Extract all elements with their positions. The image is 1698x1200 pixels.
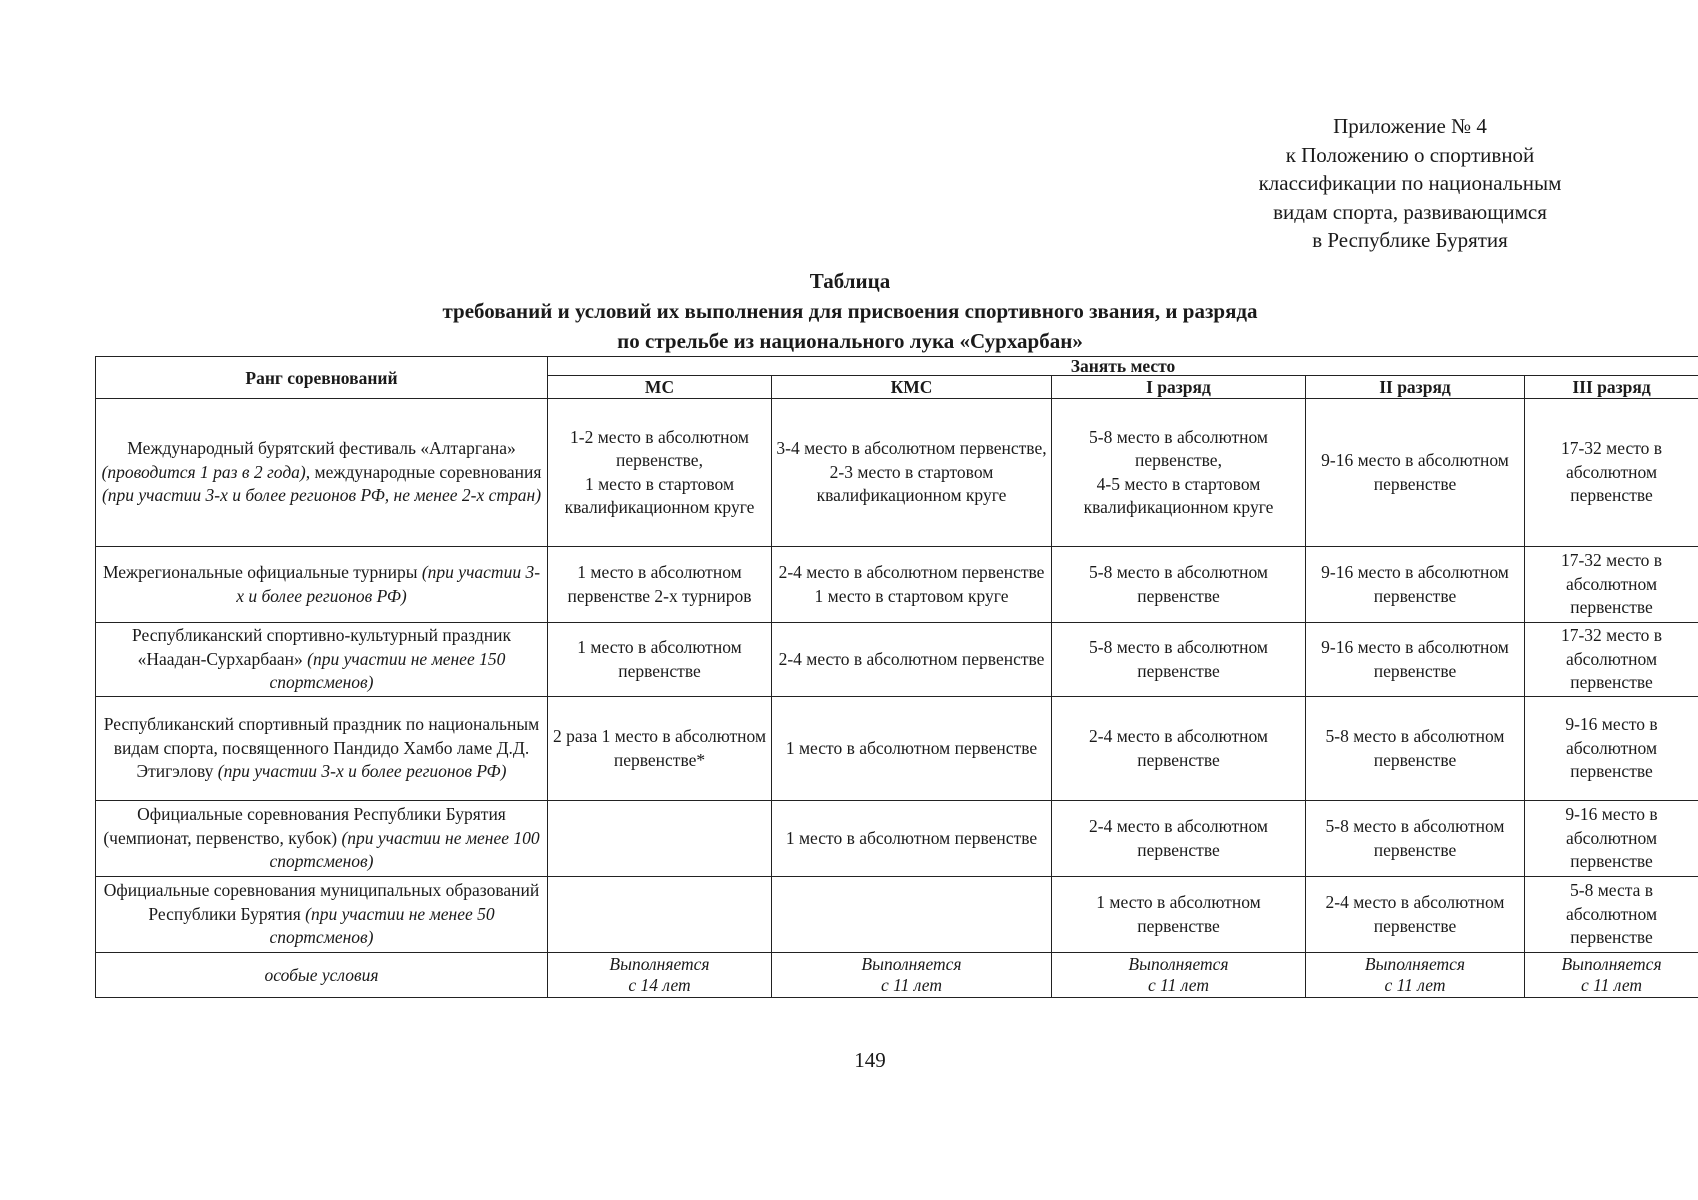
rank-note: (при участии 3-х и более регионов РФ) bbox=[217, 761, 507, 782]
table-body bbox=[96, 399, 1698, 998]
requirement-cell: 1 место в абсолютном первенстве bbox=[772, 801, 1052, 877]
requirement-cell: 9-16 место в абсолютном первенстве bbox=[1525, 801, 1698, 877]
requirement-cell bbox=[772, 877, 1052, 953]
table-row bbox=[96, 623, 1698, 697]
requirement-cell: 5-8 место в абсолютном первенстве bbox=[1306, 801, 1525, 877]
page-number: 149 bbox=[854, 1048, 886, 1072]
rank-header: Ранг соревнований bbox=[96, 357, 548, 399]
requirement-cell: 17-32 место в абсолютном первенстве bbox=[1525, 623, 1698, 697]
requirement-cell: 17-32 место в абсолютном первенстве bbox=[1525, 547, 1698, 623]
appendix-line: в Республике Бурятия bbox=[1312, 228, 1508, 252]
column-header-rank-1: I разряд bbox=[1052, 376, 1306, 399]
requirement-cell: 3-4 место в абсолютном первенстве, 2-3 место в стартовом квалификационном круге bbox=[772, 399, 1052, 547]
requirement-cell: 2-4 место в абсолютном первенстве 1 место в стартовом круге bbox=[772, 547, 1052, 623]
document-title bbox=[300, 266, 1400, 356]
table-row bbox=[96, 697, 1698, 801]
requirement-cell: 1 место в абсолютном первенстве bbox=[772, 697, 1052, 801]
rank-note: (проводится 1 раз в 2 года), bbox=[101, 461, 311, 482]
requirement-cell: 2-4 место в абсолютном первенстве bbox=[1306, 877, 1525, 953]
table-row bbox=[96, 877, 1698, 953]
special-condition-cell: Выполняется с 14 лет bbox=[548, 953, 772, 998]
appendix-line: Приложение № 4 bbox=[1333, 114, 1487, 138]
requirement-cell: 1 место в абсолютном первенстве bbox=[1052, 877, 1306, 953]
requirement-cell: 5-8 место в абсолютном первенстве bbox=[1052, 547, 1306, 623]
special-conditions-label: особые условия bbox=[96, 953, 548, 998]
rank-note: (при участии не менее 150 спортсменов) bbox=[269, 648, 506, 693]
requirement-cell: 9-16 место в абсолютном первенстве bbox=[1306, 547, 1525, 623]
requirement-cell: 9-16 место в абсолютном первенстве bbox=[1306, 399, 1525, 547]
column-header-rank-3: III разряд bbox=[1525, 376, 1698, 399]
requirement-cell: 1-2 место в абсолютном первенстве, 1 место в стартовом квалификационном круге bbox=[548, 399, 772, 547]
rank-cell bbox=[96, 697, 548, 801]
requirements-table bbox=[95, 356, 1698, 998]
rank-text: Международный бурятский фестиваль «Алтаргана» bbox=[127, 438, 516, 459]
appendix-line: классификации по национальным bbox=[1258, 171, 1562, 195]
special-condition-cell: Выполняется с 11 лет bbox=[1052, 953, 1306, 998]
requirement-cell: 17-32 место в абсолютном первенстве bbox=[1525, 399, 1698, 547]
requirement-cell: 5-8 места в абсолютном первенстве bbox=[1525, 877, 1698, 953]
requirement-cell: 9-16 место в абсолютном первенстве bbox=[1525, 697, 1698, 801]
requirement-cell: 2-4 место в абсолютном первенстве bbox=[772, 623, 1052, 697]
requirement-cell: 5-8 место в абсолютном первенстве bbox=[1052, 623, 1306, 697]
column-header-kms: КМС bbox=[772, 376, 1052, 399]
title-line-3: по стрельбе из национального лука «Сурхарбан» bbox=[617, 329, 1083, 353]
requirement-cell: 1 место в абсолютном первенстве bbox=[548, 623, 772, 697]
rank-note: (при участии не менее 100 спортсменов) bbox=[269, 827, 540, 872]
rank-cell bbox=[96, 623, 548, 697]
rank-note: (при участии не менее 50 спортсменов) bbox=[269, 903, 495, 948]
special-condition-cell: Выполняется с 11 лет bbox=[772, 953, 1052, 998]
special-conditions-row bbox=[96, 953, 1698, 998]
requirement-cell: 2-4 место в абсолютном первенстве bbox=[1052, 697, 1306, 801]
rank-text: Республиканский спортивно-культурный праздник «Наадан-Сурхарбаан» bbox=[132, 625, 511, 669]
rank-cell bbox=[96, 801, 548, 877]
requirement-cell: 1 место в абсолютном первенстве 2-х турниров bbox=[548, 547, 772, 623]
appendix-line: к Положению о спортивной bbox=[1285, 142, 1535, 167]
table-row bbox=[96, 547, 1698, 623]
requirement-cell: 9-16 место в абсолютном первенстве bbox=[1306, 623, 1525, 697]
rank-text: Межрегиональные официальные турниры bbox=[102, 562, 418, 582]
appendix-line: видам спорта, развивающимся bbox=[1273, 199, 1547, 224]
rank-text: международные соревнования bbox=[314, 461, 542, 482]
title-line-1: Таблица bbox=[809, 269, 891, 293]
rank-cell bbox=[96, 399, 548, 547]
requirement-cell: 5-8 место в абсолютном первенстве, 4-5 место в стартовом квалификационном круге bbox=[1052, 399, 1306, 547]
column-header-rank-2: II разряд bbox=[1306, 376, 1525, 399]
table-row bbox=[96, 399, 1698, 547]
requirement-cell bbox=[548, 801, 772, 877]
requirement-cell: 2-4 место в абсолютном первенстве bbox=[1052, 801, 1306, 877]
rank-note: (при участии 3-х и более регионов РФ) bbox=[236, 562, 541, 606]
title-line-2: требований и условий их выполнения для присвоения спортивного звания, и разряда bbox=[442, 299, 1258, 323]
table-row bbox=[96, 801, 1698, 877]
rank-text: Республиканский спортивный праздник по национальным видам спорта, посвященного Пандидо Хамбо ламе Д.Д. Этигэлову bbox=[103, 714, 540, 782]
rank-text: Официальные соревнования муниципальных образований Республики Бурятия bbox=[103, 880, 540, 924]
requirement-cell: 2 раза 1 место в абсолютном первенстве* bbox=[548, 697, 772, 801]
rank-note: (при участии 3-х и более регионов РФ, не менее 2-х стран) bbox=[101, 485, 542, 506]
rank-text: Официальные соревнования Республики Бурятия (чемпионат, первенство, кубок) bbox=[103, 804, 506, 848]
rank-cell bbox=[96, 547, 548, 623]
requirement-cell: 5-8 место в абсолютном первенстве bbox=[1306, 697, 1525, 801]
special-condition-cell: Выполняется с 11 лет bbox=[1525, 953, 1698, 998]
column-header-ms: МС bbox=[548, 376, 772, 399]
special-condition-cell: Выполняется с 11 лет bbox=[1306, 953, 1525, 998]
requirement-cell bbox=[548, 877, 772, 953]
appendix-header bbox=[1200, 112, 1620, 255]
place-header: Занять место bbox=[548, 357, 1698, 376]
rank-cell bbox=[96, 877, 548, 953]
